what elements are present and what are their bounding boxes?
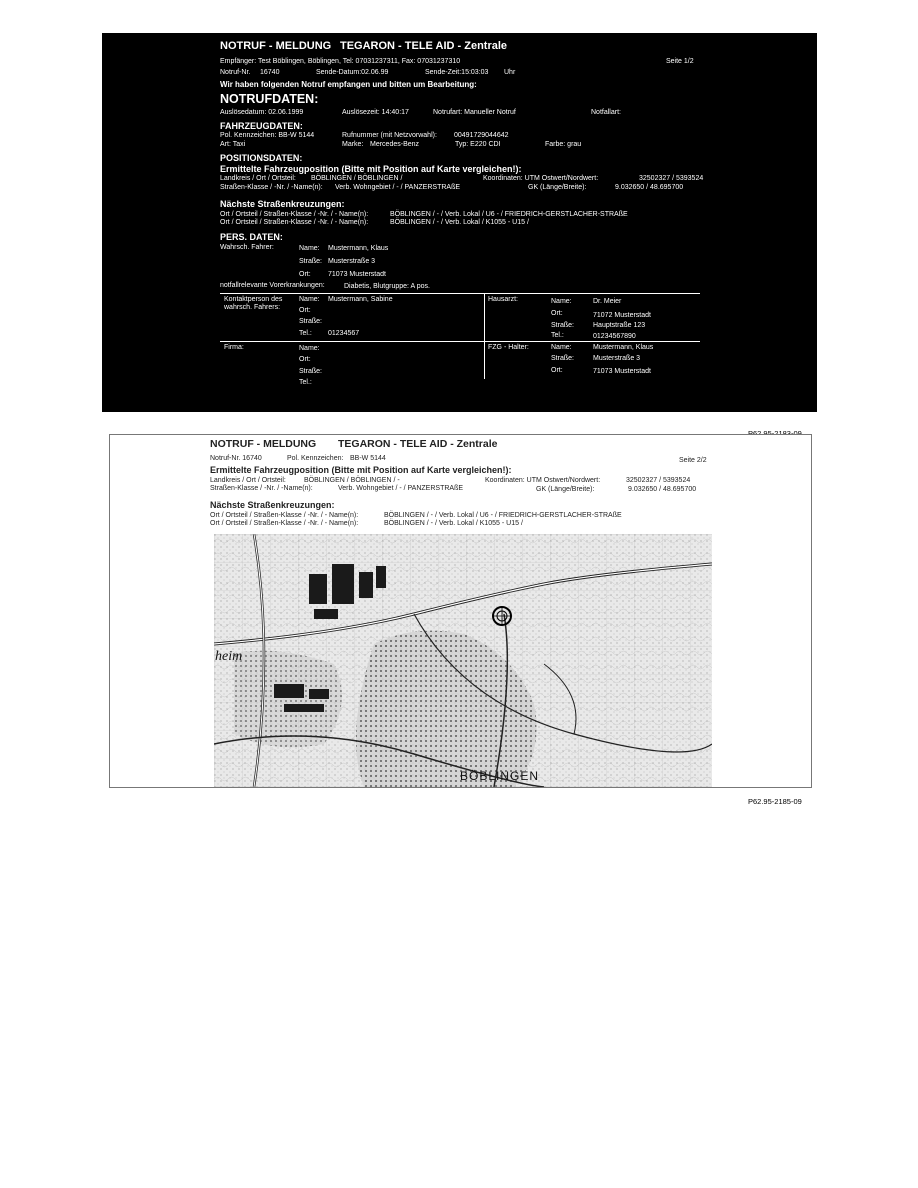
intersection-1-value-2: BÖBLINGEN / - / Verb. Lokal / U6 - / FRIEDRICH-GERSTLACHER-STRAßE — [384, 512, 622, 519]
vehicle-data-heading: FAHRZEUGDATEN: — [220, 121, 303, 131]
position-subheading-2: Ermittelte Fahrzeugposition (Bitte mit Position auf Karte vergleichen!): — [210, 465, 512, 475]
emergency-report-page-2 — [109, 434, 812, 788]
doctor-phone: 01234567890 — [593, 333, 636, 340]
doctor-street-label: Straße: — [551, 322, 574, 329]
street-class-value-2: Verb. Wohngebiet / - / PANZERSTRAßE — [338, 485, 464, 492]
district-value: BÖBLINGEN / BÖBLINGEN / — [311, 175, 403, 182]
trigger-date: Auslösedatum: 02.06.1999 — [220, 109, 304, 116]
coordinates-label-2: Koordinaten: UTM Ostwert/Nordwert: — [485, 477, 601, 484]
owner-street-label: Straße: — [551, 355, 574, 362]
figure-2-id: P62.95-2185-09 — [748, 797, 802, 806]
phone-number: 00491729044642 — [454, 132, 509, 139]
phone-number-label: Rufnummer (mit Netzvorwahl): — [342, 132, 437, 139]
contact-name-label: Name: — [299, 296, 320, 303]
intersections-heading-2: Nächste Straßenkreuzungen: — [210, 500, 335, 510]
contact-city-label: Ort: — [299, 307, 311, 314]
driver-name-label: Name: — [299, 245, 320, 252]
position-data-heading: POSITIONSDATEN: — [220, 153, 303, 163]
page-number: Seite 1/2 — [666, 58, 694, 65]
emergency-type: Notrufart: Manueller Notruf — [433, 109, 516, 116]
doctor-city-label: Ort: — [551, 310, 563, 317]
doctor-phone-label: Tel.: — [551, 332, 564, 339]
owner-city-label: Ort: — [551, 367, 563, 374]
contact-person-label: Kontaktperson des wahrsch. Fahrers: — [224, 296, 283, 311]
doctor-name-label: Name: — [551, 298, 572, 305]
table-column-divider — [484, 293, 485, 379]
driver-street: Musterstraße 3 — [328, 258, 376, 265]
driver-city: 71073 Musterstadt — [328, 271, 386, 277]
table-middle-rule — [220, 341, 700, 342]
brand: Mercedes-Benz — [370, 141, 420, 148]
vehicle-color: Farbe: grau — [545, 141, 582, 148]
contact-phone-label: Tel.: — [299, 330, 312, 337]
notrufdaten-heading: NOTRUFDATEN: — [220, 92, 319, 106]
license-plate: Pol. Kennzeichen: BB-W 5144 — [220, 132, 315, 139]
notruf-nr-label: Notruf-Nr. — [220, 69, 251, 76]
doctor-city: 71072 Musterstadt — [593, 312, 651, 319]
vehicle-type: Typ: E220 CDI — [455, 141, 501, 148]
coordinates-value-2: 32502327 / 5393524 — [626, 477, 691, 484]
emergency-report-page-1 — [102, 33, 817, 412]
driver-street-label: Straße: — [299, 258, 322, 265]
recipient-line: Empfänger: Test Böblingen, Böblingen, Tel: 07031237311, Fax: 07031237310 — [220, 58, 461, 65]
vehicle-owner-label: FZG - Halter: — [488, 344, 529, 351]
driver-name: Mustermann, Klaus — [328, 245, 389, 252]
company-street-label: Straße: — [299, 368, 322, 375]
intersections-heading: Nächste Straßenkreuzungen: — [220, 199, 345, 209]
notruf-nr: 16740 — [260, 69, 280, 76]
family-doctor-label: Hausarzt: — [488, 296, 518, 303]
send-time: Sende-Zeit:15:03:03 — [425, 69, 489, 76]
table-top-rule — [220, 293, 700, 294]
gk-label: GK (Länge/Breite): — [528, 184, 587, 191]
street-class-label: Straßen-Klasse / -Nr. / -Name(n): — [220, 184, 323, 191]
contact-street-label: Straße: — [299, 318, 322, 325]
intersection-2-label: Ort / Ortsteil / Straßen-Klasse / -Nr. / - Name(n): — [220, 219, 369, 226]
driver-city-label: Ort: — [299, 271, 311, 277]
report-title-2: NOTRUF - MELDUNG — [210, 438, 317, 450]
page-number-2: Seite 2/2 — [679, 457, 707, 464]
brand-label: Marke: — [342, 141, 364, 148]
position-map — [214, 534, 712, 787]
probable-driver-label: Wahrsch. Fahrer: — [220, 244, 274, 251]
doctor-street: Hauptstraße 123 — [593, 322, 646, 329]
incident-type: Notfallart: — [591, 109, 621, 116]
intersection-2-label-2: Ort / Ortsteil / Straßen-Klasse / -Nr. / - Name(n): — [210, 520, 359, 527]
contact-phone: 01234567 — [328, 330, 360, 337]
intersection-2-value-2: BÖBLINGEN / - / Verb. Lokal / K1055 - U15 / — [384, 520, 523, 527]
report-center-name: TEGARON - TELE AID - Zentrale — [340, 40, 508, 52]
street-class-value: Verb. Wohngebiet / - / PANZERSTRAßE — [335, 184, 461, 191]
gk-value-2: 9.032650 / 48.695700 — [628, 486, 697, 493]
time-unit: Uhr — [504, 69, 516, 76]
map-label-west: heim — [215, 649, 243, 664]
vehicle-kind: Art: Taxi — [220, 141, 246, 148]
company-city-label: Ort: — [299, 356, 311, 363]
owner-street: Musterstraße 3 — [593, 355, 641, 362]
street-class-label-2: Straßen-Klasse / -Nr. / -Name(n): — [210, 485, 313, 492]
gk-value: 9.032650 / 48.695700 — [615, 184, 684, 191]
license-plate-2: BB-W 5144 — [350, 455, 386, 462]
intersection-1-label: Ort / Ortsteil / Straßen-Klasse / -Nr. / - Name(n): — [220, 211, 369, 218]
doctor-name: Dr. Meier — [593, 298, 622, 305]
report-title: NOTRUF - MELDUNG — [220, 40, 332, 52]
company-phone-label: Tel.: — [299, 379, 312, 386]
company-name-label: Name: — [299, 345, 320, 352]
report-center-name-2: TEGARON - TELE AID - Zentrale — [338, 438, 498, 450]
vehicle-position-marker — [492, 606, 512, 626]
district-value-2: BÖBLINGEN / BÖBLINGEN / - — [304, 477, 400, 484]
district-label: Landkreis / Ort / Ortsteil: — [220, 175, 296, 182]
district-label-2: Landkreis / Ort / Ortsteil: — [210, 477, 286, 484]
personal-data-heading: PERS. DATEN: — [220, 232, 283, 242]
coordinates-label: Koordinaten: UTM Ostwert/Nordwert: — [483, 175, 599, 182]
position-subheading: Ermittelte Fahrzeugposition (Bitte mit Position auf Karte vergleichen!): — [220, 164, 522, 174]
owner-city: 71073 Musterstadt — [593, 368, 651, 375]
company-label: Firma: — [224, 344, 244, 351]
pre-existing-conditions: Diabetis, Blutgruppe: A pos. — [344, 283, 430, 290]
intersection-1-label-2: Ort / Ortsteil / Straßen-Klasse / -Nr. / - Name(n): — [210, 512, 359, 519]
owner-name: Mustermann, Klaus — [593, 344, 654, 351]
owner-name-label: Name: — [551, 344, 572, 351]
coordinates-value: 32502327 / 5393524 — [639, 175, 704, 182]
pre-existing-conditions-label: notfallrelevante Vorerkrankungen: — [220, 282, 325, 289]
trigger-time: Auslösezeit: 14:40:17 — [342, 109, 409, 116]
map-label-town: BÖBLINGEN — [460, 769, 540, 783]
intersection-1-value: BÖBLINGEN / - / Verb. Lokal / U6 - / FRIEDRICH-GERSTLACHER-STRAßE — [390, 211, 628, 218]
intro-text: Wir haben folgenden Notruf empfangen und bitten um Bearbeitung: — [220, 80, 477, 89]
intersection-2-value: BÖBLINGEN / - / Verb. Lokal / K1055 - U15 / — [390, 219, 529, 226]
gk-label-2: GK (Länge/Breite): — [536, 486, 595, 493]
send-date: Sende-Datum:02.06.99 — [316, 69, 389, 76]
notruf-nr-2: Notruf-Nr. 16740 — [210, 455, 262, 462]
license-plate-label-2: Pol. Kennzeichen: — [287, 455, 344, 462]
contact-name: Mustermann, Sabine — [328, 296, 393, 303]
